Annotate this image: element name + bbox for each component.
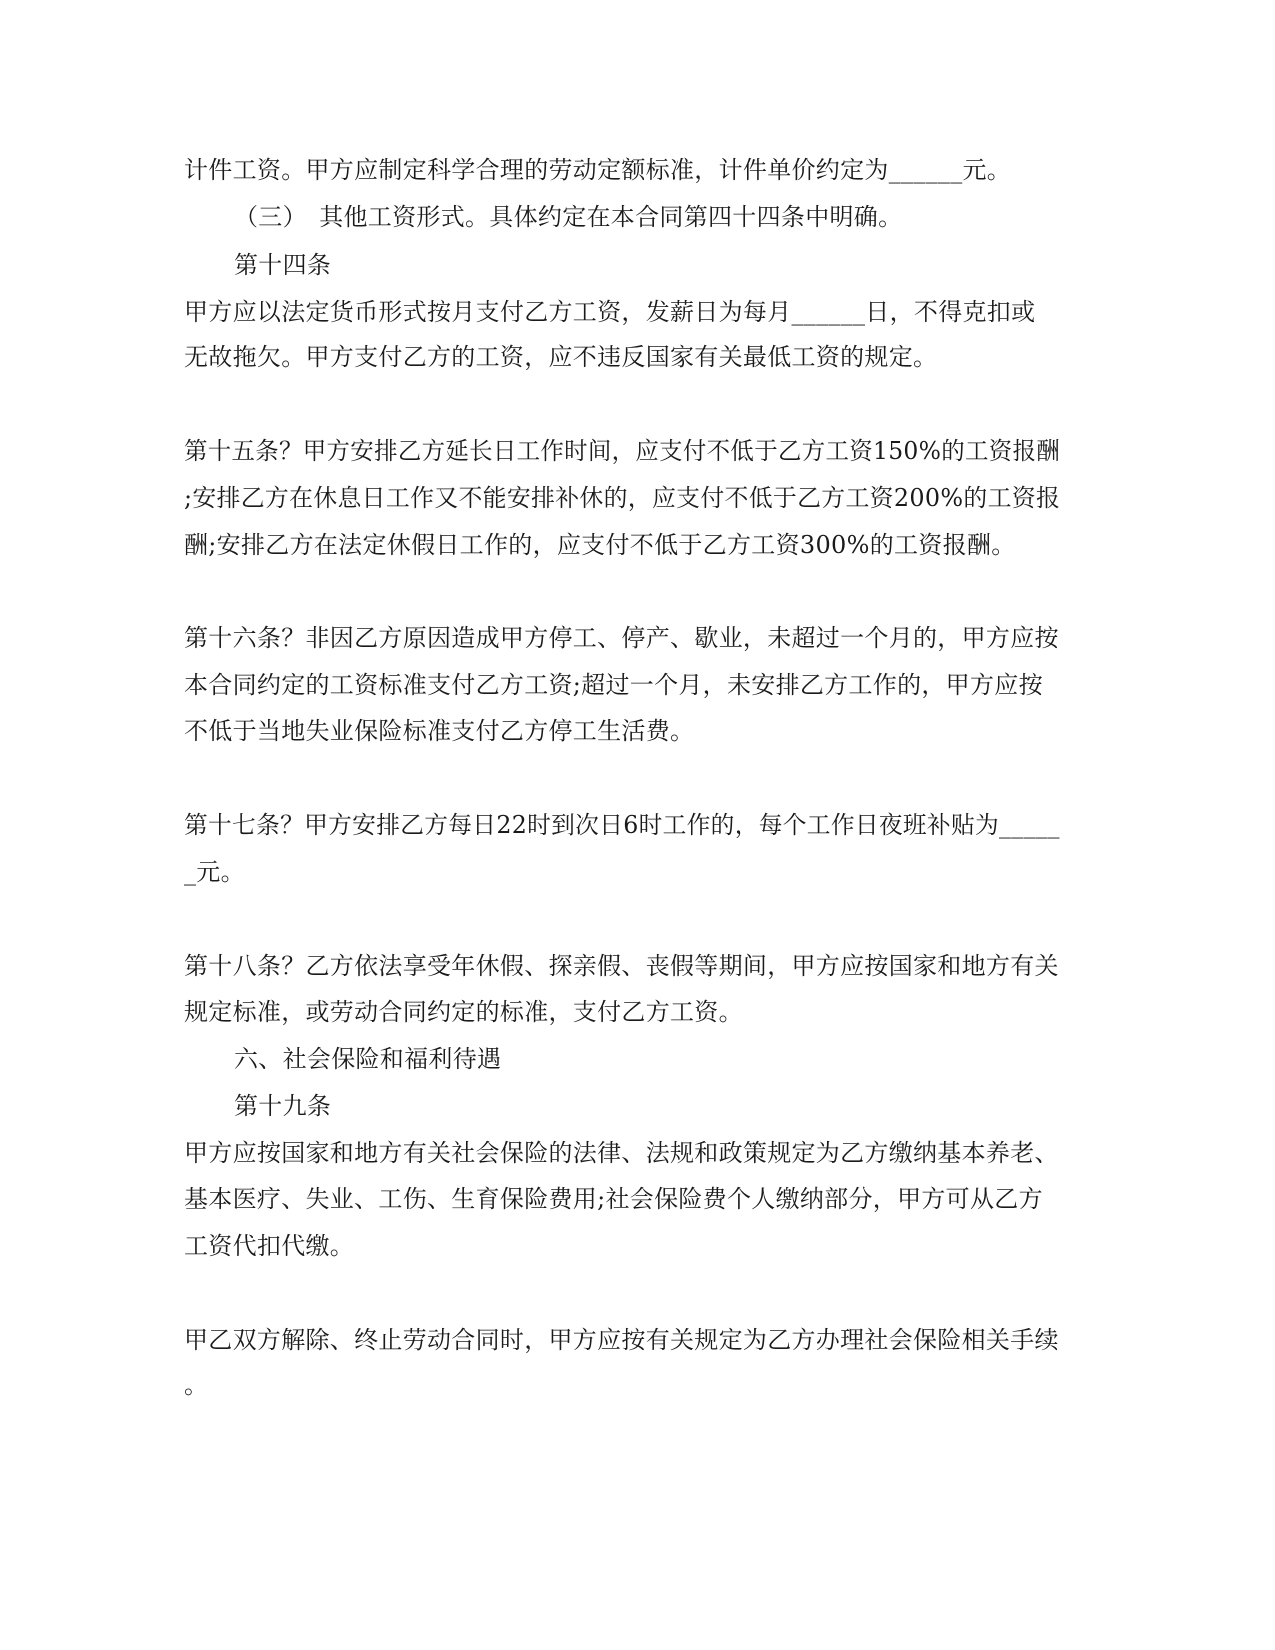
text-line: 计件工资。甲方应制定科学合理的劳动定额标准，计件单价约定为______元。 [184,156,1012,184]
text-line: 工资代扣代缴。 [184,1232,355,1260]
text-line: 第十五条？甲方安排乙方延长日工作时间，应支付不低于乙方工资150%的工资报酬 [184,437,1061,465]
text-line: 不低于当地失业保险标准支付乙方停工生活费。 [184,717,695,745]
text-line: （三） 其他工资形式。具体约定在本合同第四十四条中明确。 [234,203,903,231]
text-line: 基本医疗、失业、工伤、生育保险费用;社会保险费个人缴纳部分，甲方可从乙方 [184,1185,1043,1213]
text-line: 甲方应按国家和地方有关社会保险的法律、法规和政策规定为乙方缴纳基本养老、 [184,1139,1059,1167]
text-line: 无故拖欠。甲方支付乙方的工资，应不违反国家有关最低工资的规定。 [184,343,938,371]
text-line: ;安排乙方在休息日工作又不能安排补休的，应支付不低于乙方工资200%的工资报 [184,484,1061,512]
text-line: 甲方应以法定货币形式按月支付乙方工资，发薪日为每月______日，不得克扣或 [184,298,1036,326]
text-line: 规定标准，或劳动合同约定的标准，支付乙方工资。 [184,998,743,1026]
text-line: 第十八条？乙方依法享受年休假、探亲假、丧假等期间，甲方应按国家和地方有关 [184,952,1059,980]
section-heading: 六、社会保险和福利待遇 [234,1045,502,1073]
text-line: 甲乙双方解除、终止劳动合同时，甲方应按有关规定为乙方办理社会保险相关手续 [184,1326,1059,1354]
article-heading: 第十九条 [234,1092,332,1120]
text-line: 本合同约定的工资标准支付乙方工资;超过一个月，未安排乙方工作的，甲方应按 [184,671,1043,699]
text-line: _元。 [184,858,245,886]
text-line: 第十七条？甲方安排乙方每日22时到次日6时工作的，每个工作日夜班补贴为_____ [184,811,1060,839]
text-line: 酬;安排乙方在法定休假日工作的，应支付不低于乙方工资300%的工资报酬。 [184,531,1016,559]
article-heading: 第十四条 [234,251,332,279]
text-line: 。 [184,1371,209,1399]
text-line: 第十六条？非因乙方原因造成甲方停工、停产、歇业，未超过一个月的，甲方应按 [184,624,1059,652]
